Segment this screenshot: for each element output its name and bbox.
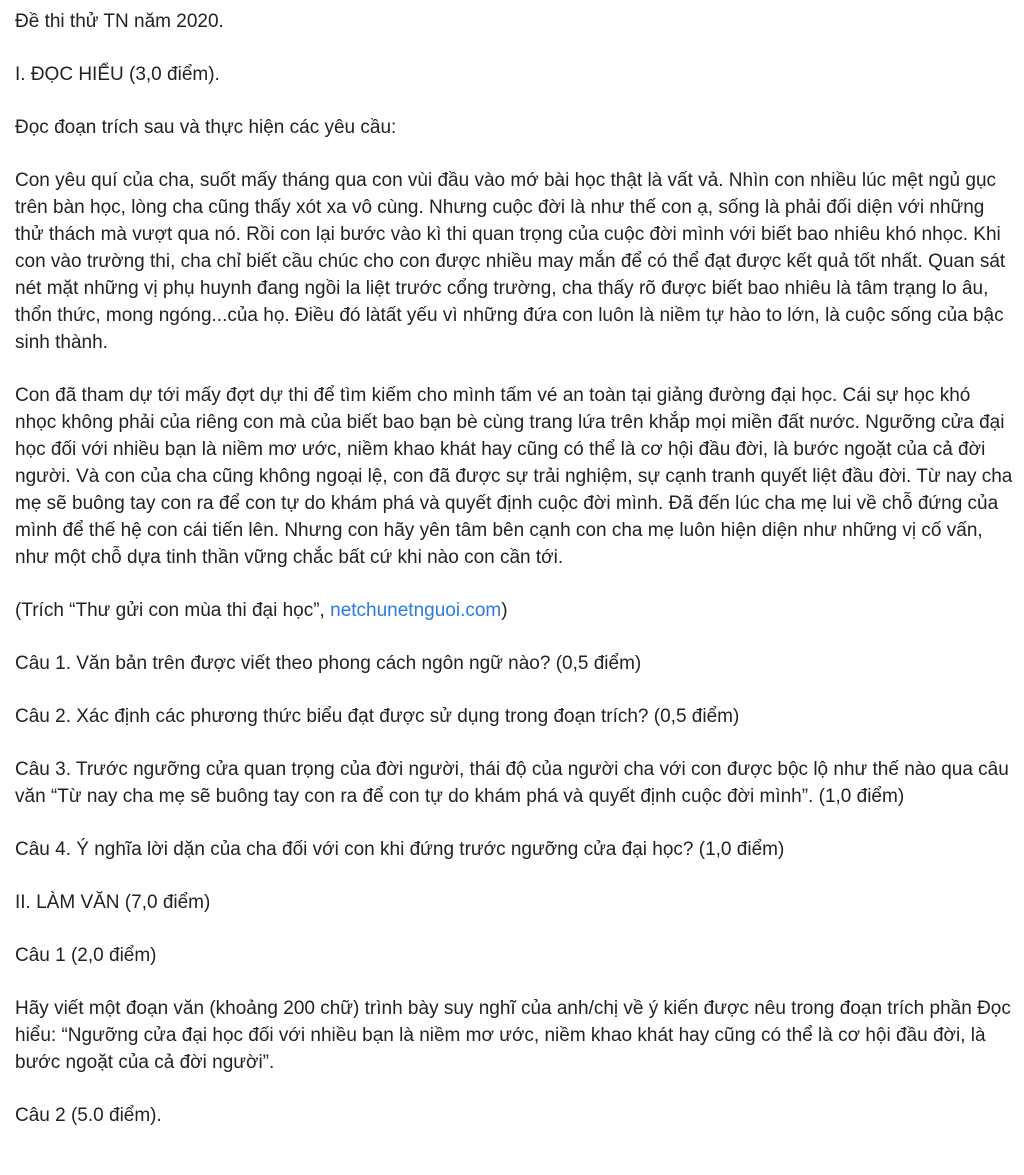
passage-paragraph-2: Con đã tham dự tới mấy đợt dự thi để tìm kiếm cho mình tấm vé an toàn tại giảng đường đại học. Cái sự học khó nhọc không phải của riêng con mà của biết bao bạn bè cùng trang lứa trên khắp mọi miền đất nước. Ngưỡng cửa đại học đối với nhiều bạn là niềm mơ ước, niềm khao khát hay cũng có thể là cơ hội đầu đời, là bước ngoặt của cả đời người. Và con của cha cũng không ngoại lệ, con đã được sự trải nghiệm, sự cạnh tranh quyết liệt đầu đời. Từ nay cha mẹ sẽ buông tay con ra để con tự do khám phá và quyết định cuộc đời mình. Đã đến lúc cha mẹ lui về chỗ đứng của mình để thế hệ con cái tiến lên. Nhưng con hãy yên tâm bên cạnh con cha mẹ luôn hiện diện như những vị cố vấn, như một chỗ dựa tinh thần vững chắc bất cứ khi nào con cần tới.	[15, 385, 1013, 568]
question-1: Câu 1. Văn bản trên được viết theo phong cách ngôn ngữ nào? (0,5 điểm)	[15, 653, 642, 674]
reading-instruction: Đọc đoạn trích sau và thực hiện các yêu cầu:	[15, 117, 397, 138]
question-4: Câu 4. Ý nghĩa lời dặn của cha đối với con khi đứng trước ngưỡng cửa đại học? (1,0 điểm)	[15, 839, 785, 860]
document-title: Đề thi thử TN năm 2020.	[15, 11, 224, 32]
question-3: Câu 3. Trước ngưỡng cửa quan trọng của đời người, thái độ của người cha với con được bộc lộ như thế nào qua câu văn “Từ nay cha mẹ sẽ buông tay con ra để con tự do khám phá và quyết định cuộc đời mình”. (1,0 điểm)	[15, 759, 1009, 807]
exam-document	[15, 8, 1015, 1155]
section-writing-heading: II. LÀM VĂN (7,0 điểm)	[15, 892, 211, 913]
passage-paragraph-1: Con yêu quí của cha, suốt mấy tháng qua con vùi đầu vào mớ bài học thật là vất vả. Nhìn con nhiều lúc mệt ngủ gục trên bàn học, lòng cha cũng thấy xót xa vô cùng. Nhưng cuộc đời là như thế con ạ, sống là phải đối diện với những thử thách mà vượt qua nó. Rồi con lại bước vào kì thi quan trọng của cuộc đời mình với biết bao nhiêu khó nhọc. Khi con vào trường thi, cha chỉ biết cầu chúc cho con được nhiều may mắn để có thể đạt được kết quả tốt nhất. Quan sát nét mặt những vị phụ huynh đang ngồi la liệt trước cổng trường, cha thấy rõ được biết bao nhiêu là tâm trạng lo âu, thổn thức, mong ngóng...của họ. Điều đó làtất yếu vì những đứa con luôn là niềm tự hào to lớn, là cuộc sống của bậc sinh thành.	[15, 170, 1006, 353]
essay-2-heading: Câu 2 (5.0 điểm).	[15, 1105, 162, 1126]
question-2: Câu 2. Xác định các phương thức biểu đạt được sử dụng trong đoạn trích? (0,5 điểm)	[15, 706, 740, 727]
citation	[15, 597, 1015, 624]
essay-1-prompt: Hãy viết một đoạn văn (khoảng 200 chữ) trình bày suy nghĩ của anh/chị về ý kiến được nêu trong đoạn trích phần Đọc hiểu: “Ngưỡng cửa đại học đối với nhiều bạn là niềm mơ ước, niềm khao khát hay cũng có thể là cơ hội đầu đời, là bước ngoặt của cả đời người”.	[15, 998, 1011, 1073]
citation-prefix: (Trích “Thư gửi con mùa thi đại học”,	[15, 600, 331, 621]
section-reading-heading: I. ĐỌC HIỂU (3,0 điểm).	[15, 64, 220, 85]
citation-suffix: )	[501, 600, 508, 621]
citation-link[interactable]: netchunetnguoi.com	[330, 600, 502, 621]
essay-1-heading: Câu 1 (2,0 điểm)	[15, 945, 157, 966]
